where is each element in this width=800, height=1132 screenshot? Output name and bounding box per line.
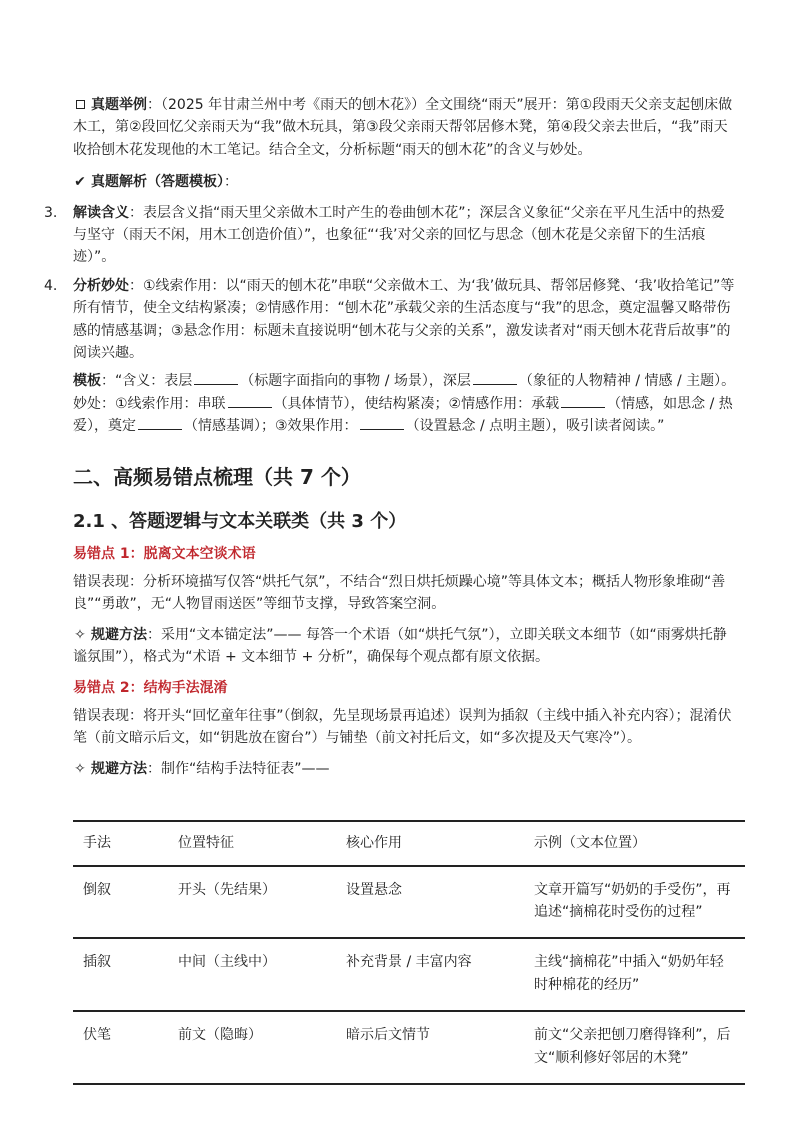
column-header: 位置特征 (178, 835, 234, 852)
table-header-row (73, 821, 745, 865)
column-header: 核心作用 (346, 835, 402, 852)
fill-blank (194, 370, 238, 385)
diamond-icon: ✧ (74, 760, 86, 777)
error-point-title: 易错点 1：脱离文本空谈术语 (73, 545, 256, 562)
table-cell: 设置悬念 (346, 881, 402, 898)
example-text: ：（2025 年甘肃兰州中考《雨天的刨木花》）全文围绕“雨天”展开：第①段雨天父亲支起刨床做木工，第②段回忆父亲雨天为“我”做木玩具，第③段父亲雨天帮邻居修木凳，第④段父亲去世后，“我”雨天收拾刨木花发现他的木工笔记。结合全文，分析标题“雨天的刨木花”的含义与妙处。 (73, 97, 733, 158)
fill-blank (561, 393, 605, 408)
template-text: （标题字面指向的事物 / 场景），深层 (240, 373, 471, 390)
fill-blank (138, 415, 182, 430)
analysis-label: 真题解析（答题模板） (91, 174, 224, 191)
check-icon: ✔ (74, 174, 86, 191)
error-description: 错误表现：将开头“回忆童年往事”（倒叙，先呈现场景再追述）误判为插叙（主线中插入补充内容）；混淆伏笔（前文暗示后文，如“钥匙放在窗台”）与铺垫（前文衬托后文，如“多次提及天气寒冷”）。 (73, 708, 732, 747)
template-text: （情感基调）；③效果作用： (184, 418, 358, 435)
error-point-title: 易错点 2：结构手法混淆 (73, 679, 228, 696)
table-row (73, 1011, 745, 1084)
table-cell: 倒叙 (83, 881, 111, 898)
template-text: （设置悬念 / 点明主题），吸引读者阅读。” (405, 418, 665, 435)
item-label: 解读含义 (73, 204, 129, 221)
table-cell: 伏笔 (83, 1027, 111, 1044)
avoid-label: 规避方法 (91, 626, 147, 643)
diamond-icon: ✧ (74, 626, 86, 643)
table-row (73, 938, 745, 1011)
table-cell: 主线“摘棉花”中插入“奶奶年轻时种棉花的经历” (534, 954, 724, 993)
avoid-label: 规避方法 (91, 760, 147, 777)
table-cell: 暗示后文情节 (346, 1027, 430, 1044)
column-header: 手法 (83, 835, 111, 852)
checkbox-icon (73, 94, 87, 116)
answer-template (73, 370, 736, 437)
template-text: （象征的人物精神 / 情感 / 主题）。妙处：①线索作用：串联 (73, 373, 736, 412)
error-description: 错误表现：分析环境描写仅答“烘托气氛”，不结合“烈日烘托烦躁心境”等具体文本；概括人物形象堆砌“善良”“勇敢”，无“人物冒雨送医”等细节支撑，导致答案空洞。 (73, 574, 726, 613)
list-number: 3. (44, 204, 58, 221)
avoid-text: ：采用“文本锚定法”—— 每答一个术语（如“烘托气氛”），立即关联文本细节（如“雨雾烘托静谧氛围”），格式为“术语 + 文本细节 + 分析”，确保每个观点都有原文依据。 (73, 626, 727, 666)
analysis-heading (73, 171, 736, 193)
item-text: ：表层含义指“雨天里父亲做木工时产生的卷曲刨木花”；深层含义象征“父亲在平凡生活中的热爱与坚守（雨天不闲，用木工创造价值）”，也象征“‘我’对父亲的回忆与思念（刨木花是父亲留下的生活痕迹）”。 (73, 204, 725, 266)
table-cell: 中间（主线中） (178, 954, 276, 971)
item-text: ：①线索作用：以“雨天的刨木花”串联“父亲做木工、为‘我’做玩具、帮邻居修凳、‘我’收拾笔记”等所有情节，使全文结构紧凑；②情感作用：“刨木花”承载父亲的生活态度与“我”的思念，奠定温馨又略带伤感的情感基调；③悬念作用：标题未直接说明“刨木花与父亲的关系”，激发读者对“雨天刨木花背后故事”的阅读兴趣。 (73, 277, 735, 361)
template-text: ：“含义：表层 (101, 373, 193, 390)
template-text: （情感，如思念 / 热爱），奠定 (73, 395, 733, 435)
template-label: 模板 (73, 373, 101, 390)
list-item (44, 202, 736, 269)
table-cell: 文章开篇写“奶奶的手受伤”，再追述“摘棉花时受伤的过程” (534, 881, 731, 920)
table-cell: 前文（隐晦） (178, 1027, 262, 1044)
avoid-text: ：制作“结构手法特征表”—— (147, 760, 330, 777)
table-cell: 前文“父亲把刨刀磨得锋利”，后文“顺利修好邻居的木凳” (534, 1027, 731, 1066)
fill-blank (228, 393, 272, 408)
exam-example (73, 94, 736, 161)
table-cell: 插叙 (83, 954, 111, 971)
item-label: 分析妙处 (73, 277, 129, 294)
table-cell: 补充背景 / 丰富内容 (346, 954, 472, 971)
list-item (44, 275, 736, 365)
structure-technique-table (73, 820, 745, 1085)
example-label: 真题举例 (91, 97, 147, 113)
table-cell: 开头（先结果） (178, 881, 276, 898)
fill-blank (360, 415, 404, 430)
subsection-title: 2.1 、答题逻辑与文本关联类（共 3 个） (73, 511, 407, 533)
avoid-method (73, 624, 736, 669)
column-header: 示例（文本位置） (534, 835, 646, 852)
table-row (73, 866, 745, 939)
section-title: 二、高频易错点梳理（共 7 个） (73, 465, 361, 490)
analysis-colon: ： (224, 174, 238, 191)
template-text: （具体情节），使结构紧凑；②情感作用：承载 (273, 395, 560, 412)
avoid-method (73, 758, 736, 780)
list-number: 4. (44, 277, 58, 294)
fill-blank (473, 370, 517, 385)
